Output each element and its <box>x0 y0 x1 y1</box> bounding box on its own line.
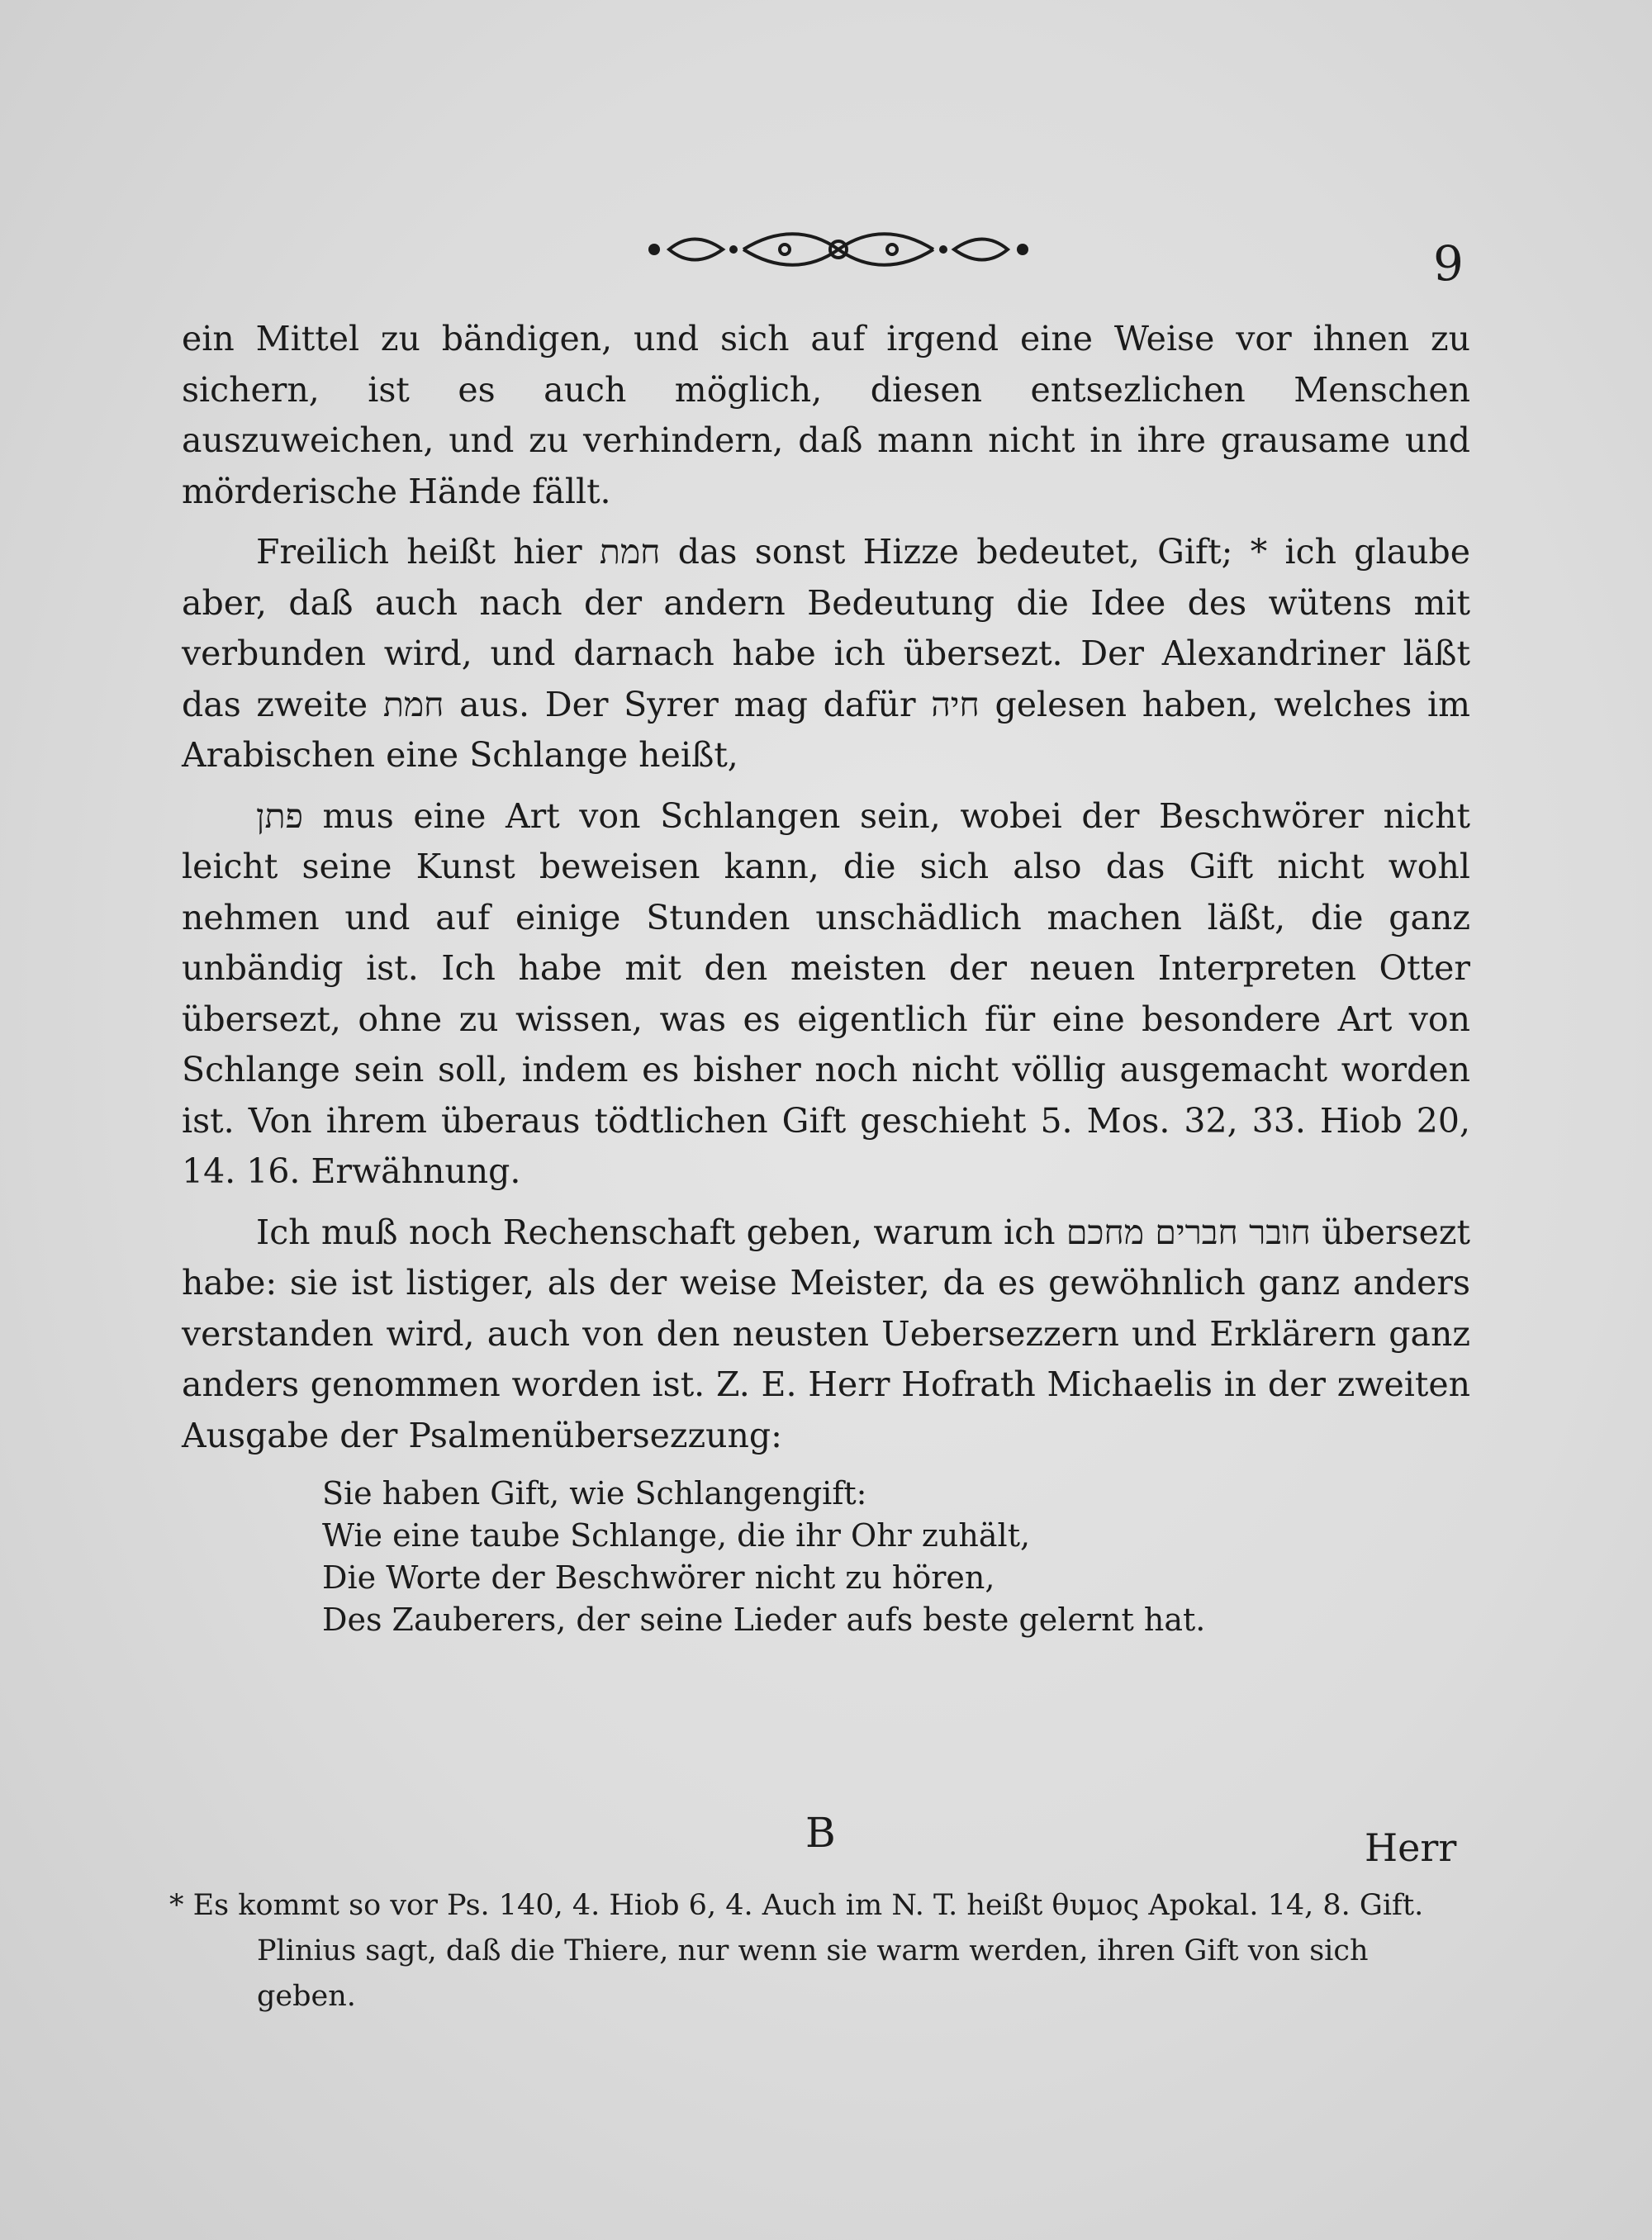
paragraph: Freilich heißt hier חמת das sonst Hizze bedeutet, Gift; * ich glaube aber, daß auch nach der andern Bedeutung die Idee des wütens mit verbunden wird, und darnach habe ich übersezt. Der Alexandriner läßt das zweite חמת aus. Der Syrer mag dafür חיה gelesen haben, welches im Arabischen eine Schlange heißt, <box>182 532 1470 775</box>
verse-line: Wie eine taube Schlange, die ihr Ohr zuhält, <box>322 1517 1031 1554</box>
paragraph: ein Mittel zu bändigen, und sich auf irgend eine Weise vor ihnen zu sichern, ist es auch möglich, diesen entsezlichen Menschen auszuweichen, und zu verhindern, daß mann nicht in ihre grausame und mörderische Hände fällt. <box>182 319 1470 511</box>
catchword: Herr <box>1365 1825 1457 1870</box>
verse-quotation <box>322 1473 1470 1641</box>
paragraph: פתן mus eine Art von Schlangen sein, wobei der Beschwörer nicht leicht seine Kunst beweisen kann, die sich also das Gift nicht wohl nehmen und auf einige Stunden unschädlich machen läßt, die ganz unbändig ist. Ich habe mit den meisten der neuen Interpreten Otter übersezt, ohne zu wissen, was es eigentlich für eine besondere Art von Schlange sein soll, indem es bisher noch nicht völlig ausgemacht worden ist. Von ihrem überaus tödtlichen Gift geschieht 5. Mos. 32, 33. Hiob 20, 14. 16. Erwähnung. <box>182 795 1470 1191</box>
verse-line: Die Worte der Beschwörer nicht zu hören, <box>322 1559 995 1596</box>
footnote <box>169 1883 1470 2019</box>
page-number: 9 <box>1433 235 1464 292</box>
signature-mark: B <box>805 1809 836 1857</box>
verse-line: Sie haben Gift, wie Schlangengift: <box>322 1475 867 1512</box>
paragraph: Ich muß noch Rechenschaft geben, warum ich חובר חברים מחכם übersezt habe: sie ist listiger, als der weise Meister, da es gewöhnlich ganz anders verstanden wird, auch von den neusten Uebersezzern und Erklärern ganz anders genommen worden ist. Z. E. Herr Hofrath Michaelis in der zweiten Ausgabe der Psalmenübersezzung: <box>182 1212 1470 1455</box>
main-text <box>182 314 1470 1641</box>
footnote-text: * Es kommt so vor Ps. 140, 4. Hiob 6, 4. Auch im N. T. heißt θυμος Apokal. 14, 8. Gift. Plinius sagt, daß die Thiere, nur wenn sie warm werden, ihren Gift von sich geben. <box>169 1889 1424 2013</box>
verse-line: Des Zauberers, der seine Lieder aufs beste gelernt hat. <box>322 1602 1206 1638</box>
decorative-headpiece-ornament <box>644 225 1032 274</box>
